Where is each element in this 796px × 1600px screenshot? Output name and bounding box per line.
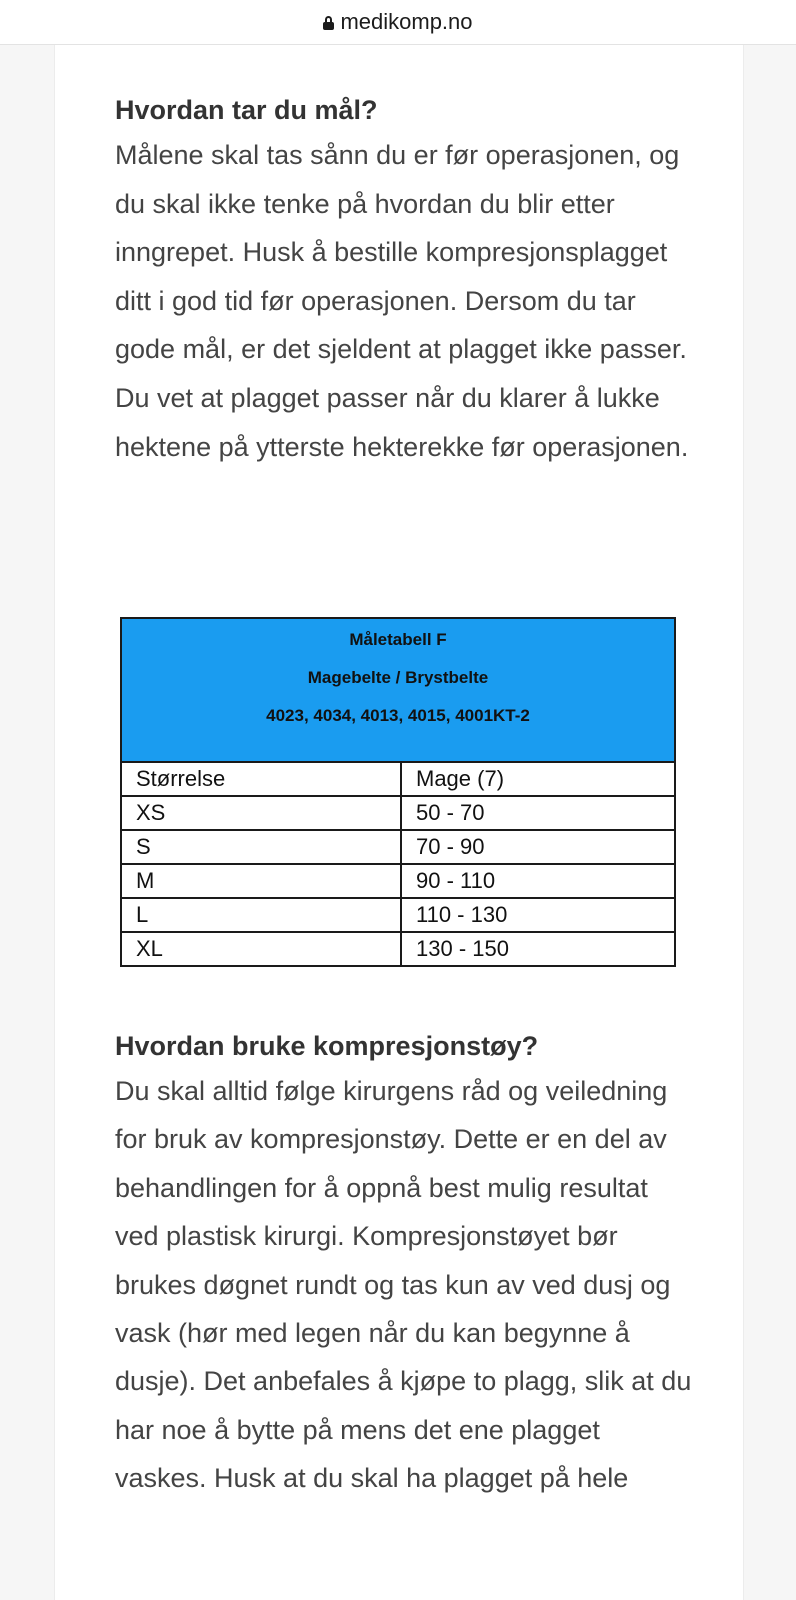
table-cell-mage: 90 - 110 <box>401 864 675 898</box>
table-title: Måletabell F <box>349 630 447 649</box>
table-cell-size: M <box>121 864 401 898</box>
column-header-mage: Mage (7) <box>401 762 675 796</box>
url-text[interactable]: medikomp.no <box>340 9 473 34</box>
size-table-container <box>120 617 676 967</box>
table-cell-mage: 110 - 130 <box>401 898 675 932</box>
table-cell-mage: 70 - 90 <box>401 830 675 864</box>
table-row <box>121 830 675 864</box>
section-usage <box>115 1028 695 1503</box>
table-models: 4023, 4034, 4013, 4015, 4001KT-2 <box>266 706 530 725</box>
table-cell-size: XS <box>121 796 401 830</box>
table-header-row <box>121 618 675 762</box>
table-cell-size: XL <box>121 932 401 966</box>
column-header-size: Størrelse <box>121 762 401 796</box>
size-table <box>120 617 676 967</box>
address-bar[interactable] <box>0 0 796 45</box>
table-header <box>121 618 675 762</box>
table-cell-mage: 50 - 70 <box>401 796 675 830</box>
table-cell-size: L <box>121 898 401 932</box>
section-measure <box>115 92 695 471</box>
heading-how-to-measure: Hvordan tar du mål? <box>115 95 378 125</box>
table-cell-size: S <box>121 830 401 864</box>
table-cell-mage: 130 - 150 <box>401 932 675 966</box>
table-subtitle: Magebelte / Brystbelte <box>307 668 489 687</box>
table-row <box>121 864 675 898</box>
lock-icon <box>323 16 334 30</box>
table-column-header-row <box>121 762 675 796</box>
table-row <box>121 898 675 932</box>
paragraph-how-to-measure: Målene skal tas sånn du er før operasjonen, og du skal ikke tenke på hvordan du blir etter inngrepet. Husk å bestille kompresjonsplagget ditt i god tid før operasjonen. Dersom du tar gode mål, er det sjeldent at plagget ikke passer. Du vet at plagget passer når du klarer å lukke hektene på ytterste hekterekke før operasjonen. <box>115 140 689 462</box>
heading-how-to-use: Hvordan bruke kompresjonstøy? <box>115 1031 539 1061</box>
paragraph-how-to-use: Du skal alltid følge kirurgens råd og veiledning for bruk av kompresjonstøy. Dette er en del av behandlingen for å oppnå best mulig resultat ved plastisk kirurgi. Kompresjonstøyet bør brukes døgnet rundt og tas kun av ved dusj og vask (hør med legen når du kan begynne å dusje). Det anbefales å kjøpe to plagg, slik at du har noe å bytte på mens det ene plagget vaskes. Husk at du skal ha plagget på hele <box>115 1076 692 1494</box>
table-row <box>121 796 675 830</box>
table-row <box>121 932 675 966</box>
